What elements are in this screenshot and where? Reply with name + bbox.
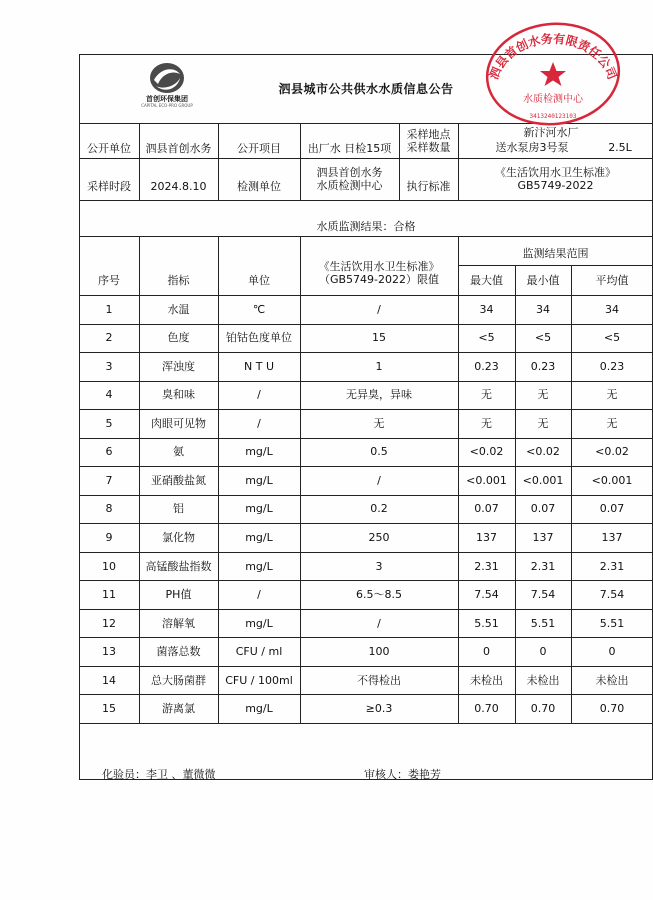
col-header-max: 最大值 (470, 274, 503, 287)
cell-item: PH值 (165, 588, 192, 602)
cell-avg: 34 (605, 302, 619, 316)
sampling-period-label: 采样时段 (87, 179, 131, 193)
cell-min: 34 (536, 302, 550, 316)
cell-min: 0.23 (530, 359, 556, 373)
cell-unit: / (257, 416, 261, 430)
cell-item: 水温 (167, 302, 190, 316)
cell-unit: / (257, 588, 261, 602)
sampling-site-label (399, 123, 458, 158)
cell-unit: CFU / 100ml (225, 673, 293, 687)
reviewer-label: 审核人： (364, 768, 408, 781)
cell-no: 12 (102, 616, 116, 630)
cell-limit: / (377, 302, 381, 316)
reviewer-name: 娄艳芳 (408, 768, 441, 781)
cell-max: 137 (476, 530, 497, 544)
cell-max: 0.70 (474, 702, 499, 716)
sampling-site-value: 新汴河水厂 (523, 125, 579, 139)
cell-min: 未检出 (526, 673, 560, 687)
cell-item: 游离氯 (162, 702, 195, 716)
cell-max: 无 (481, 388, 492, 402)
logo-name: 首创环保集团 (146, 95, 188, 103)
cell-avg: 0.07 (599, 502, 625, 516)
cell-unit: mg/L (245, 502, 273, 516)
cell-unit: mg/L (245, 616, 273, 630)
col-header-min: 最小值 (526, 274, 560, 287)
result-summary: 水质监测结果：合格 (316, 219, 416, 233)
cell-no: 10 (102, 559, 116, 573)
cell-min: 0 (539, 645, 547, 659)
inspector-names: 李卫 、董微微 (146, 768, 216, 781)
cell-unit: ℃ (252, 302, 266, 316)
col-header-no: 序号 (98, 274, 120, 287)
cell-min: 无 (537, 416, 549, 430)
cell-avg: 5.51 (599, 616, 625, 630)
cell-unit: CFU / ml (235, 645, 283, 659)
cell-avg: 无 (606, 416, 618, 430)
test-unit-value-a: 泗县首创水务 (316, 166, 383, 179)
cell-item: 高锰酸盐指数 (145, 559, 212, 573)
cell-limit: / (377, 473, 381, 487)
sampling-period-value: 2024.8.10 (150, 179, 207, 193)
cell-avg: 7.54 (599, 588, 625, 602)
cell-max: <5 (478, 331, 495, 345)
publisher-value: 泗县首创水务 (145, 141, 212, 155)
cell-max: <0.02 (469, 445, 504, 459)
cell-limit: 1 (375, 359, 383, 373)
project-label: 公开项目 (237, 141, 281, 155)
cell-min: 7.54 (530, 588, 556, 602)
cell-min: <0.001 (522, 473, 564, 487)
col-header-item: 指标 (167, 274, 190, 287)
standard-label: 执行标准 (406, 179, 451, 193)
cell-no: 15 (102, 702, 116, 716)
cell-item: 氯化物 (162, 530, 195, 544)
cell-unit: mg/L (245, 473, 273, 487)
cell-no: 2 (105, 331, 113, 345)
cell-max: 0 (483, 645, 490, 659)
cell-unit: mg/L (245, 702, 273, 716)
cell-avg: 0.70 (599, 702, 625, 716)
cell-no: 6 (105, 445, 113, 459)
cell-no: 3 (105, 359, 113, 373)
cell-no: 14 (102, 673, 116, 687)
col-header-limit-a: 《生活饮用水卫生标准》 (318, 259, 440, 273)
standard-value-a: 《生活饮用水卫生标准》 (495, 166, 616, 179)
seal-code: 3413240123103 (529, 113, 577, 120)
cell-max: <0.001 (466, 473, 507, 487)
cell-limit: ≥0.3 (365, 702, 393, 716)
cell-max: 2.31 (474, 559, 499, 573)
cell-min: 5.51 (530, 616, 556, 630)
cell-item: 菌落总数 (156, 645, 201, 659)
cell-max: 7.54 (474, 588, 499, 602)
cell-avg: <5 (603, 331, 621, 345)
cell-item: 总大肠菌群 (151, 673, 206, 687)
standard-value (458, 158, 653, 200)
standard-value-b: GB5749-2022 (517, 179, 594, 192)
project-value: 出厂水 日检15项 (307, 141, 392, 155)
cell-no: 8 (105, 502, 113, 516)
sampling-volume: 2.5L (608, 140, 632, 154)
cell-limit: 0.2 (370, 502, 388, 516)
cell-avg: 未检出 (595, 673, 629, 687)
cell-max: 0.23 (474, 359, 499, 373)
cell-limit: 无异臭，异味 (346, 388, 412, 402)
sampling-site-label-b: 采样数量 (406, 140, 451, 154)
cell-no: 1 (105, 302, 113, 316)
col-header-range: 监测结果范围 (522, 247, 589, 260)
cell-unit: mg/L (245, 559, 273, 573)
page-title: 泗县城市公共供水水质信息公告 (278, 82, 454, 96)
cell-unit: mg/L (245, 445, 273, 459)
cell-avg: <0.001 (591, 473, 633, 487)
cell-avg: 0 (608, 645, 616, 659)
test-unit-label: 检测单位 (237, 179, 281, 193)
cell-limit: 3 (375, 559, 383, 573)
official-seal (482, 20, 624, 126)
cell-avg: 137 (601, 530, 623, 544)
cell-limit: 15 (372, 331, 386, 345)
cell-no: 13 (102, 645, 116, 659)
cell-avg: 无 (606, 388, 618, 402)
cell-unit: N T U (244, 359, 274, 373)
cell-min: 0.07 (530, 502, 556, 516)
cell-max: 5.51 (474, 616, 499, 630)
cell-item: 铝 (173, 502, 184, 516)
cell-avg: <0.02 (595, 445, 629, 459)
cell-no: 7 (105, 473, 113, 487)
cell-item: 溶解氧 (162, 616, 195, 630)
cell-min: 137 (532, 530, 554, 544)
sampling-site-sub: 送水泵房3号泵 (495, 140, 569, 154)
test-unit-value (300, 158, 399, 200)
cell-max: 34 (479, 302, 494, 316)
col-header-avg: 平均值 (595, 274, 629, 287)
cell-avg: 0.23 (599, 359, 625, 373)
col-header-unit: 单位 (248, 274, 270, 287)
seal-subtext: 水质检测中心 (523, 94, 583, 105)
cell-item: 氨 (173, 445, 184, 459)
cell-unit: mg/L (245, 530, 273, 544)
cell-limit: 6.5～8.5 (356, 588, 402, 602)
cell-max: 未检出 (470, 673, 503, 687)
sampling-site-label-a: 采样地点 (406, 127, 451, 141)
cell-item: 肉眼可见物 (151, 416, 206, 430)
cell-item: 色度 (167, 331, 190, 345)
cell-unit: 铂钴色度单位 (226, 331, 292, 345)
inspector-label: 化验员： (102, 768, 146, 781)
cell-limit: 不得检出 (357, 673, 401, 687)
inspector-block (102, 766, 216, 782)
logo-subtitle: CAPITAL ECO-PRO GROUP (141, 103, 193, 108)
reviewer-block (364, 766, 441, 782)
cell-max: 0.07 (474, 502, 499, 516)
col-header-limit-b: （GB5749-2022）限值 (318, 272, 440, 286)
cell-min: 2.31 (530, 559, 556, 573)
cell-no: 9 (105, 530, 113, 544)
cell-item: 亚硝酸盐氮 (151, 473, 206, 487)
test-unit-value-b: 水质检测中心 (316, 179, 383, 192)
cell-limit: 100 (368, 645, 390, 659)
seal-text: 泗县首创水务有限责任公司 (486, 31, 620, 82)
cell-limit: 无 (373, 416, 385, 430)
cell-min: 0.70 (530, 702, 556, 716)
cell-item: 浑浊度 (162, 359, 195, 373)
cell-min: <5 (534, 331, 552, 345)
cell-min: 无 (537, 388, 549, 402)
cell-min: <0.02 (526, 445, 560, 459)
cell-no: 5 (105, 416, 113, 430)
col-header-limit (300, 250, 458, 295)
publisher-label: 公开单位 (87, 141, 131, 155)
cell-avg: 2.31 (599, 559, 625, 573)
cell-max: 无 (481, 416, 492, 430)
cell-no: 4 (105, 388, 113, 402)
cell-limit: / (377, 616, 381, 630)
cell-unit: / (257, 388, 261, 402)
cell-limit: 0.5 (370, 445, 388, 459)
cell-limit: 250 (368, 530, 390, 544)
cell-no: 11 (102, 588, 116, 602)
cell-item: 臭和味 (162, 388, 195, 402)
